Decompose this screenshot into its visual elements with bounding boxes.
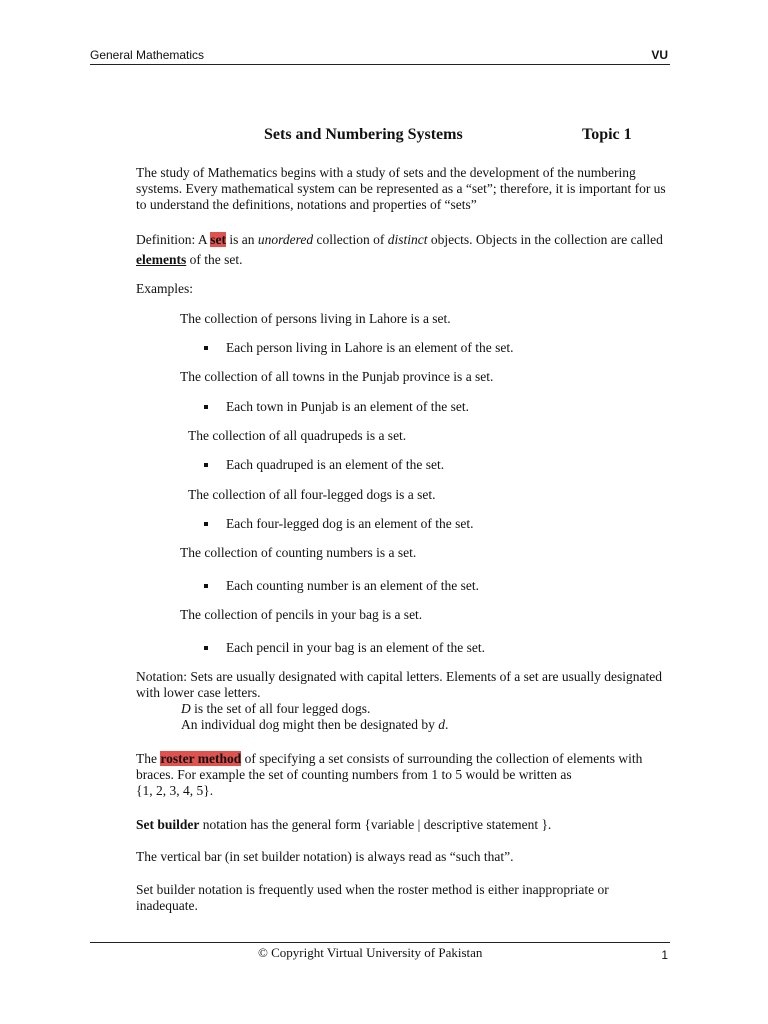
definition-paragraph bbox=[136, 231, 696, 269]
example-bullet: Each town in Punjab is an element of the set. bbox=[226, 399, 469, 414]
definition-text: collection of bbox=[313, 232, 388, 247]
notation-paragraph bbox=[136, 669, 662, 733]
highlight-term-set: set bbox=[210, 232, 226, 247]
example-bullet: Each four-legged dog is an element of the set. bbox=[226, 516, 474, 531]
variable-d: d bbox=[438, 717, 445, 732]
example-bullet: Each quadruped is an element of the set. bbox=[226, 457, 445, 472]
intro-line: systems. Every mathematical system can be represented as a “set”; therefore, it is important for us bbox=[136, 181, 666, 196]
notation-line: with lower case letters. bbox=[136, 685, 261, 700]
term-elements: elements bbox=[136, 252, 187, 267]
definition-text: is an bbox=[226, 232, 258, 247]
emphasis-distinct: distinct bbox=[387, 232, 428, 247]
roster-example: {1, 2, 3, 4, 5}. bbox=[136, 783, 214, 798]
usage-line: Set builder notation is frequently used when the roster method is either inappropriate or bbox=[136, 882, 609, 897]
footer-divider bbox=[90, 942, 670, 943]
definition-text: objects. Objects in the collection are called bbox=[427, 232, 663, 247]
bullet-icon bbox=[204, 646, 208, 650]
term-set-builder: Set builder bbox=[136, 817, 200, 832]
example-collection: The collection of counting numbers is a set. bbox=[180, 545, 417, 560]
notation-line: is the set of all four legged dogs. bbox=[190, 701, 371, 716]
notation-line: Notation: Sets are usually designated with capital letters. Elements of a set are usually designated bbox=[136, 669, 662, 684]
example-collection: The collection of pencils in your bag is a set. bbox=[180, 607, 423, 622]
setbuilder-paragraph bbox=[136, 817, 551, 833]
highlight-term-roster-method: roster method bbox=[160, 751, 242, 766]
header-course-title: General Mathematics bbox=[90, 48, 205, 62]
notation-line: An individual dog might then be designated by bbox=[181, 717, 439, 732]
bullet-icon bbox=[204, 584, 208, 588]
example-collection: The collection of all towns in the Punjab province is a set. bbox=[180, 369, 494, 384]
bullet-icon bbox=[204, 346, 208, 350]
topic-label: Topic 1 bbox=[582, 126, 632, 143]
usage-paragraph bbox=[136, 882, 609, 914]
setbuilder-text: notation has the general form {variable | descriptive statement }. bbox=[199, 817, 552, 832]
example-collection: The collection of all quadrupeds is a set. bbox=[188, 428, 407, 443]
example-bullet: Each counting number is an element of the set. bbox=[226, 578, 480, 593]
roster-text: of specifying a set consists of surrounding the collection of elements with bbox=[241, 751, 643, 766]
page-title: Sets and Numbering Systems bbox=[264, 126, 463, 143]
roster-text: The bbox=[136, 751, 161, 766]
example-collection: The collection of persons living in Lahore is a set. bbox=[180, 311, 451, 326]
definition-text: of the set. bbox=[186, 252, 243, 267]
bullet-icon bbox=[204, 405, 208, 409]
roster-text: braces. For example the set of counting numbers from 1 to 5 would be written as bbox=[136, 767, 572, 782]
usage-line: inadequate. bbox=[136, 898, 198, 913]
example-bullet: Each pencil in your bag is an element of the set. bbox=[226, 640, 486, 655]
page-header bbox=[90, 48, 670, 65]
intro-line: The study of Mathematics begins with a study of sets and the development of the numbering bbox=[136, 165, 636, 180]
page-number: 1 bbox=[661, 948, 668, 962]
vertical-bar-paragraph: The vertical bar (in set builder notation) is always read as “such that”. bbox=[136, 849, 514, 864]
variable-D: D bbox=[181, 701, 191, 716]
bullet-icon bbox=[204, 463, 208, 467]
header-institution: VU bbox=[651, 48, 668, 62]
definition-prefix: Definition: A bbox=[136, 232, 211, 247]
footer-copyright: © Copyright Virtual University of Pakistan bbox=[258, 945, 483, 960]
example-collection: The collection of all four-legged dogs is a set. bbox=[188, 487, 436, 502]
bullet-icon bbox=[204, 522, 208, 526]
roster-paragraph bbox=[136, 751, 642, 799]
intro-paragraph bbox=[136, 165, 666, 213]
intro-line: to understand the definitions, notations and properties of “sets” bbox=[136, 197, 477, 212]
examples-label: Examples: bbox=[136, 281, 193, 296]
notation-line: . bbox=[444, 717, 449, 732]
emphasis-unordered: unordered bbox=[257, 232, 314, 247]
example-bullet: Each person living in Lahore is an element of the set. bbox=[226, 340, 514, 355]
